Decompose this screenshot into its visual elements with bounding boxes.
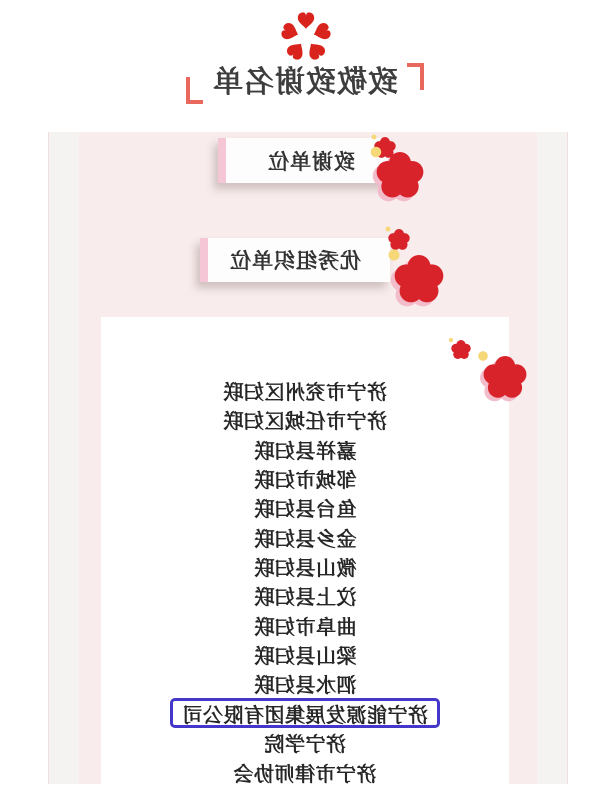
plum-flower-icon — [352, 128, 400, 176]
banner-label: 致谢单位 — [267, 150, 355, 174]
highlighted-item-label: 济宁能源发展集团有限公司 — [182, 704, 428, 727]
list-item: 汶上县妇联 — [253, 587, 357, 610]
list-section-bottom — [101, 728, 509, 787]
list-item: 济宁市兖州区妇联 — [223, 382, 387, 405]
list-item: 梁山县妇联 — [253, 645, 357, 668]
list-item: 邹城市妇联 — [253, 470, 357, 493]
list-item: 曲阜市妇联 — [253, 616, 357, 639]
page-title-row — [0, 62, 610, 104]
organization-list — [101, 376, 509, 787]
list-item: 金乡县妇联 — [253, 528, 357, 551]
page-title: 致敬致谢名单 — [212, 66, 398, 99]
list-item: 嘉祥县妇联 — [253, 440, 357, 463]
plum-flower-small-icon — [441, 330, 461, 350]
corner-bracket-open-icon — [407, 63, 424, 90]
list-item: 济宁市律师协会 — [233, 763, 377, 786]
highlight-annotation-box[interactable] — [170, 698, 440, 728]
list-item-highlighted-row — [101, 698, 509, 728]
heart-flower-logo-icon — [274, 6, 338, 68]
banner-excellent-org-units — [200, 238, 390, 282]
banner-label: 优秀组织单位 — [229, 250, 361, 273]
plum-flower-icon — [369, 230, 419, 280]
list-item: 鱼台县妇联 — [253, 499, 357, 522]
list-section-top — [101, 376, 509, 698]
plum-flower-icon — [461, 334, 505, 378]
list-item: 微山县妇联 — [253, 557, 357, 580]
corner-bracket-close-icon — [186, 77, 203, 104]
list-item: 济宁学院 — [264, 734, 346, 757]
list-item: 泗水县妇联 — [253, 675, 357, 698]
list-item: 济宁市任城区妇联 — [223, 411, 387, 434]
